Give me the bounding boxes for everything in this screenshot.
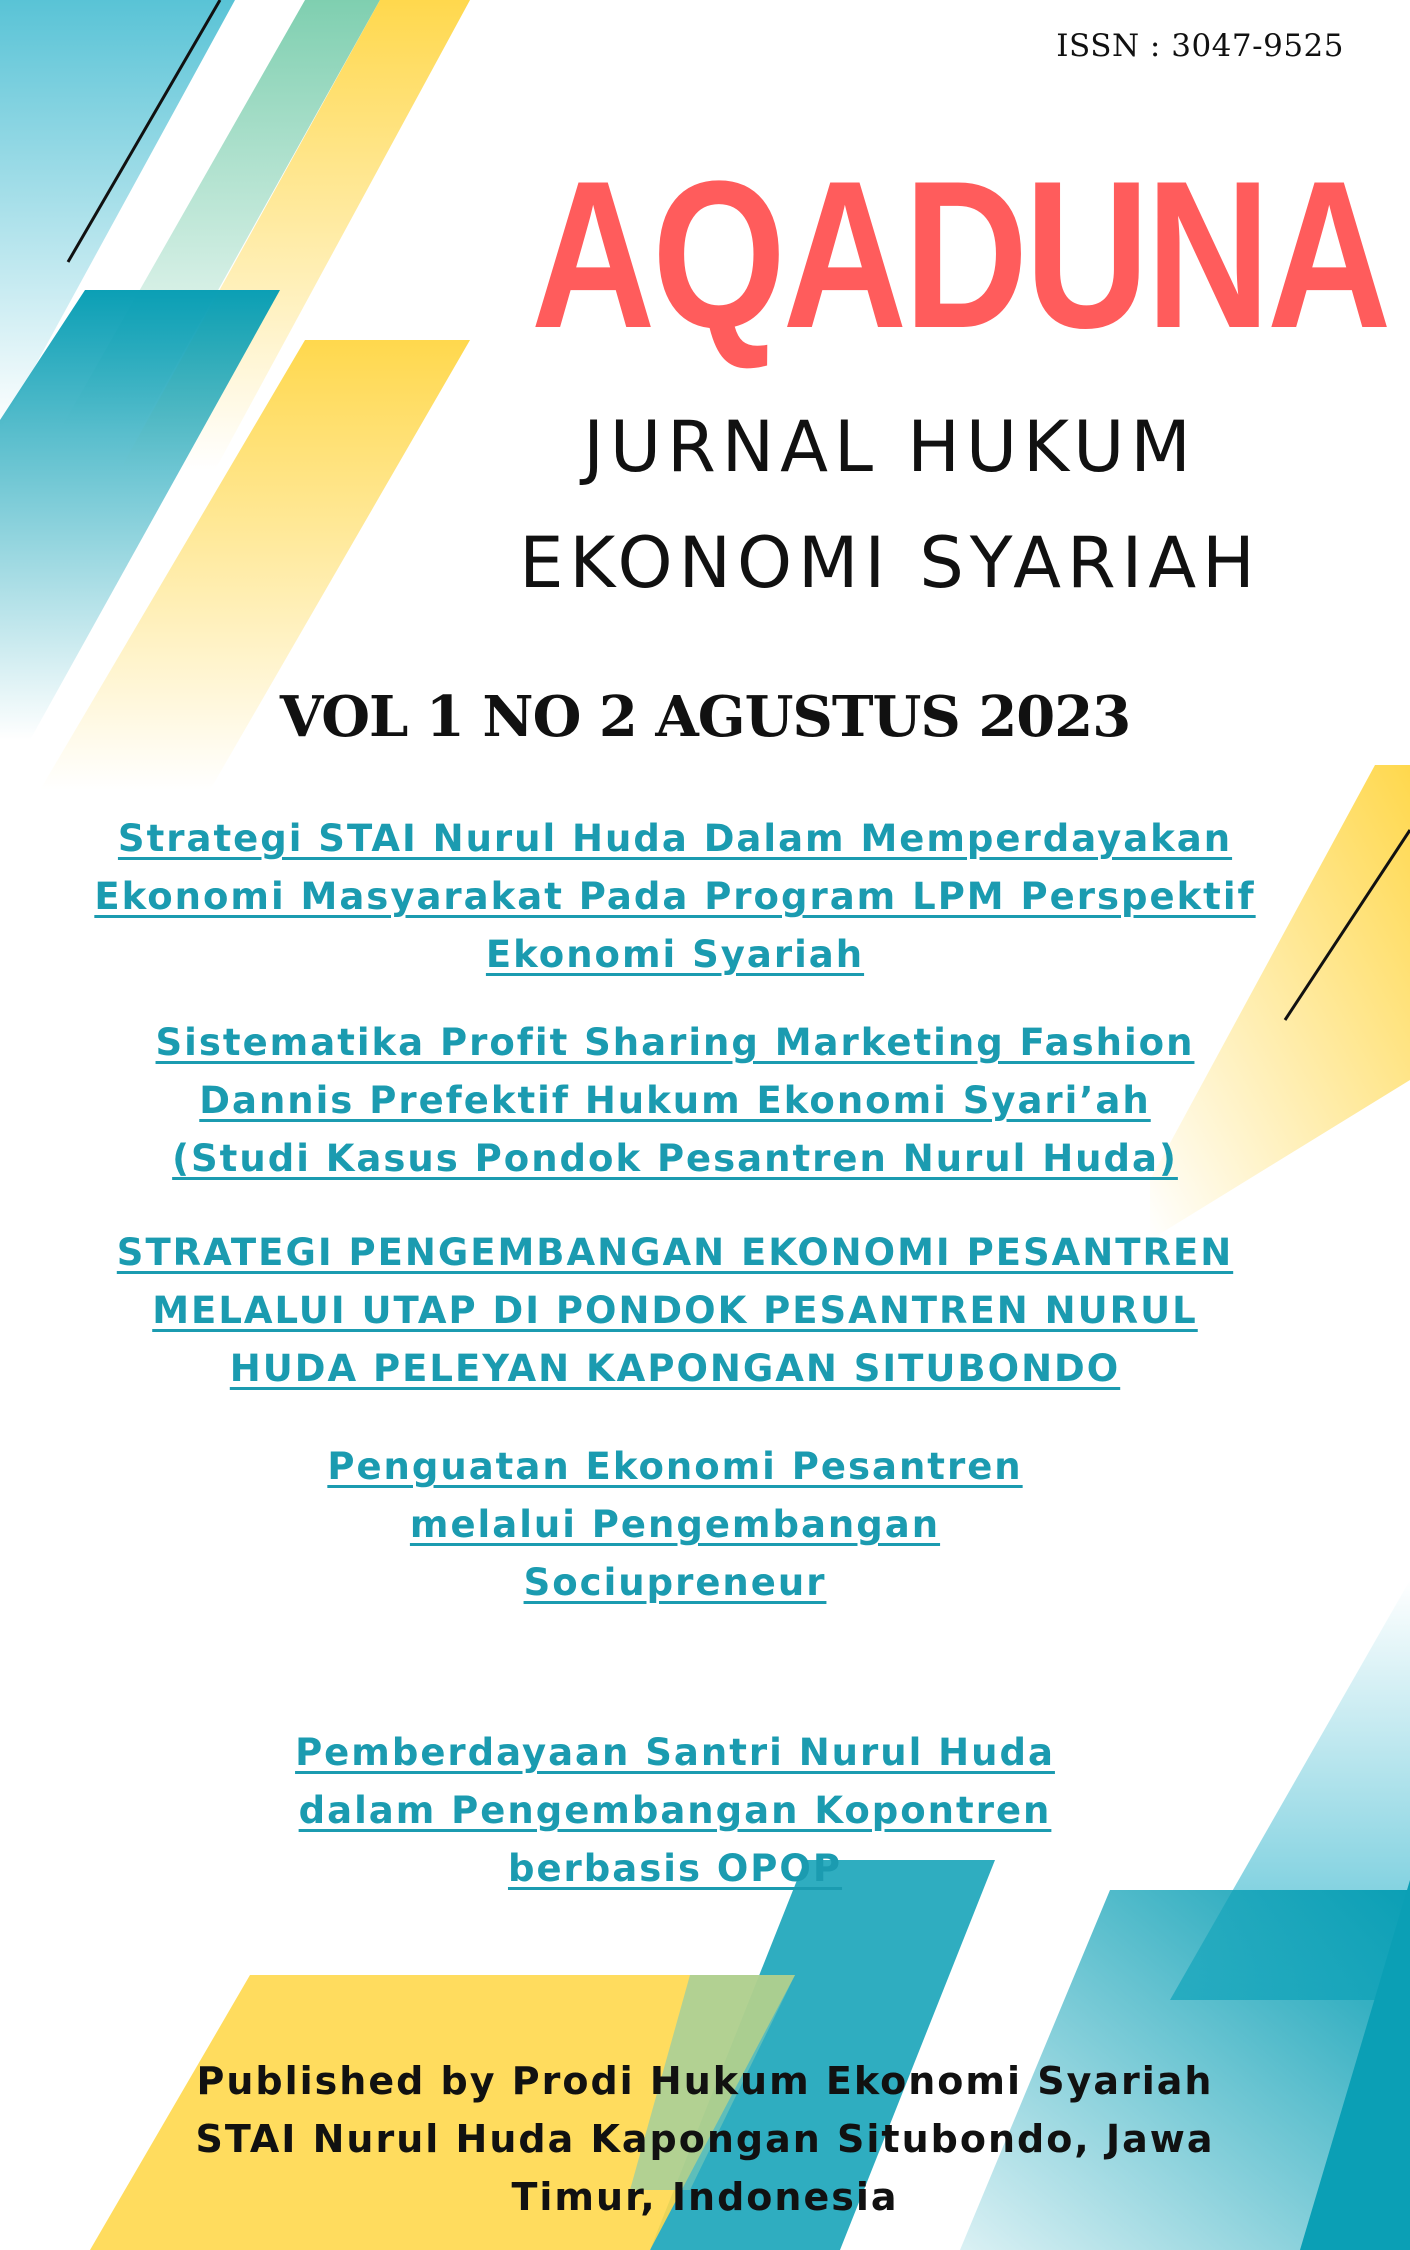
article-list	[90, 810, 1260, 1898]
journal-subtitle-line2: EKONOMI SYARIAH	[519, 522, 1261, 604]
journal-subtitle-line1: JURNAL HUKUM	[583, 406, 1197, 488]
publisher-info: Published by Prodi Hukum Ekonomi Syariah STAI Nurul Huda Kapongan Situbondo, Jawa Timur, Indonesia	[195, 2059, 1215, 2219]
journal-title: AQADUNA	[531, 137, 1389, 372]
article-link-2[interactable]: Sistematika Profit Sharing Marketing Fashion Dannis Prefektif Hukum Ekonomi Syari’ah (Studi Kasus Pondok Pesantren Nurul Huda)	[155, 1021, 1195, 1180]
article-link-1[interactable]: Strategi STAI Nurul Huda Dalam Memperdayakan Ekonomi Masyarakat Pada Program LPM Perspektif Ekonomi Syariah	[94, 817, 1256, 976]
article-link-4[interactable]: Penguatan Ekonomi Pesantren melalui Pengembangan Sociupreneur	[327, 1445, 1023, 1604]
volume-issue: VOL 1 NO 2 AGUSTUS 2023	[279, 684, 1131, 750]
issn-number: ISSN : 3047-9525	[1056, 28, 1344, 64]
article-link-5[interactable]: Pemberdayaan Santri Nurul Huda dalam Pengembangan Kopontren berbasis OPOP	[295, 1731, 1055, 1890]
article-link-3[interactable]: STRATEGI PENGEMBANGAN EKONOMI PESANTREN MELALUI UTAP DI PONDOK PESANTREN NURUL HUDA PELEYAN KAPONGAN SITUBONDO	[116, 1231, 1234, 1390]
